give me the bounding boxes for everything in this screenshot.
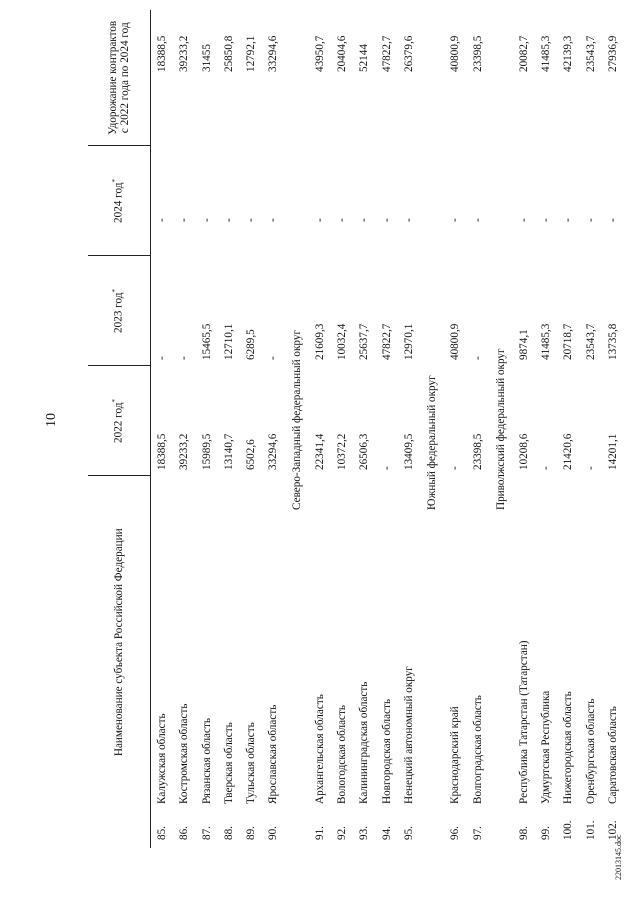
value-2022: 33294,6 [267, 433, 280, 470]
table-row [398, 10, 420, 848]
footer-document-code: 22013145.doc [614, 834, 623, 880]
value-2024: - [471, 218, 484, 222]
row-number: 89. [245, 826, 258, 840]
value-cost-increase: 18388,5 [155, 35, 168, 72]
table-row [196, 10, 218, 848]
page-number: 10 [44, 413, 59, 427]
row-number: 94. [380, 826, 393, 840]
rotated-table-container [88, 10, 620, 848]
header-footnote-mark: * [111, 399, 120, 403]
value-2024: - [540, 218, 553, 222]
subject-name: Новгородская область [380, 698, 393, 804]
value-2024: - [155, 218, 168, 222]
value-2022: - [380, 466, 393, 470]
header-year-2023-label: 2023 год [113, 292, 126, 333]
subject-name: Удмуртская Республика [540, 690, 553, 804]
header-footnote-mark: * [111, 289, 120, 293]
value-2023: 25637,7 [358, 323, 371, 360]
subject-name: Ярославская область [267, 704, 280, 804]
subject-name: Нижегородская область [562, 691, 575, 804]
contracts-cost-table [88, 10, 624, 848]
value-2022: - [449, 466, 462, 470]
header-year-2024-label: 2024 год [113, 182, 126, 223]
value-cost-increase: 47822,7 [380, 35, 393, 72]
header-cost-increase [88, 10, 151, 146]
table-row [331, 10, 353, 848]
subject-name: Архангельская область [313, 694, 326, 804]
header-year-2023 [88, 256, 151, 366]
value-2022: 21420,6 [562, 433, 575, 470]
value-2024: - [517, 218, 530, 222]
value-2023: 12710,1 [222, 323, 235, 360]
row-number: 99. [540, 826, 553, 840]
value-2024: - [449, 218, 462, 222]
row-number: 91. [313, 826, 326, 840]
subject-name: Республика Татарстан (Татарстан) [517, 640, 530, 804]
value-cost-increase: 20082,7 [517, 35, 530, 72]
row-number: 86. [178, 826, 191, 840]
table-row [557, 10, 579, 848]
value-cost-increase: 20404,6 [336, 35, 349, 72]
row-number: 87. [200, 826, 213, 840]
value-2024: - [267, 218, 280, 222]
subject-name: Вологодская область [336, 704, 349, 804]
value-2022: 15989,5 [200, 433, 213, 470]
subject-name: Волгоградская область [471, 695, 484, 804]
value-cost-increase: 40800,9 [449, 35, 462, 72]
row-number: 92. [336, 826, 349, 840]
value-cost-increase: 27936,9 [607, 35, 620, 72]
row-number: 95. [402, 826, 415, 840]
federal-district-row [489, 10, 513, 848]
value-2022: 10208,6 [517, 433, 530, 470]
value-2023: 47822,7 [380, 323, 393, 360]
value-2023: 23543,7 [584, 323, 597, 360]
subject-name: Рязанская область [200, 718, 213, 804]
table-row [602, 10, 624, 848]
subject-name: Калининградская область [358, 681, 371, 804]
subject-name: Саратовская область [607, 706, 620, 804]
subject-name: Ненецкий автономный округ [402, 666, 415, 804]
value-2022: 26506,3 [358, 433, 371, 470]
value-2024: - [178, 218, 191, 222]
value-2024: - [402, 218, 415, 222]
table-row [513, 10, 535, 848]
value-2023: - [155, 356, 168, 360]
federal-district-name: Северо-Западный федеральный округ [290, 329, 303, 510]
value-2023: 12970,1 [402, 323, 415, 360]
value-2022: 18388,5 [155, 433, 168, 470]
value-cost-increase: 23398,5 [471, 35, 484, 72]
value-2024: - [358, 218, 371, 222]
row-number: 100. [562, 820, 575, 840]
value-2022: - [584, 466, 597, 470]
value-2024: - [584, 218, 597, 222]
value-2022: 6502,6 [245, 439, 258, 470]
row-number: 97. [471, 826, 484, 840]
value-2023: 9874,1 [517, 329, 530, 360]
header-cost-increase-line2: с 2022 года по 2024 год [119, 22, 131, 134]
value-2024: - [245, 218, 258, 222]
value-2024: - [336, 218, 349, 222]
federal-district-row [420, 10, 444, 848]
table-row [467, 10, 489, 848]
header-number-cell [88, 808, 151, 848]
value-2022: 13140,7 [222, 433, 235, 470]
value-2023: 10032,4 [336, 323, 349, 360]
value-2022: 10372,2 [336, 433, 349, 470]
value-2024: - [222, 218, 235, 222]
value-2022: 22341,4 [313, 433, 326, 470]
subject-name: Краснодарский край [449, 706, 462, 804]
row-number: 96. [449, 826, 462, 840]
subject-name: Калужская область [155, 713, 168, 804]
table-row [240, 10, 262, 848]
row-number: 88. [222, 826, 235, 840]
row-number: 101. [584, 820, 597, 840]
value-2024: - [380, 218, 393, 222]
value-2022: 14201,1 [607, 433, 620, 470]
subject-name: Оренбургская область [584, 698, 597, 804]
value-2024: - [607, 218, 620, 222]
row-number: 90. [267, 826, 280, 840]
table-row [262, 10, 284, 848]
value-cost-increase: 33294,6 [267, 35, 280, 72]
value-cost-increase: 41485,3 [540, 35, 553, 72]
table-row [444, 10, 466, 848]
row-number: 85. [155, 826, 168, 840]
value-cost-increase: 23543,7 [584, 35, 597, 72]
value-2023: - [267, 356, 280, 360]
value-2023: 41485,3 [540, 323, 553, 360]
table-row [580, 10, 602, 848]
value-2023: - [471, 356, 484, 360]
value-2023: 13735,8 [607, 323, 620, 360]
table-body [151, 10, 625, 848]
header-year-2022-label: 2022 год [113, 402, 126, 443]
value-2023: 20718,7 [562, 323, 575, 360]
header-subject-name: Наименование субъекта Российской Федерации [88, 476, 151, 808]
table-row [376, 10, 398, 848]
table-row [151, 10, 174, 848]
value-cost-increase: 43950,7 [313, 35, 326, 72]
value-cost-increase: 12792,1 [245, 35, 258, 72]
value-2024: - [200, 218, 213, 222]
row-number: 102. [607, 820, 620, 840]
header-footnote-mark: * [111, 179, 120, 183]
value-2023: 21609,3 [313, 323, 326, 360]
subject-name: Тульская область [245, 722, 258, 804]
value-cost-increase: 42139,3 [562, 35, 575, 72]
header-cost-increase-line1: Удорожание контрактов [106, 20, 119, 135]
table-row [309, 10, 331, 848]
federal-district-row [285, 10, 309, 848]
header-year-2022 [88, 366, 151, 476]
value-2023: 6289,5 [245, 329, 258, 360]
table-row [218, 10, 240, 848]
value-2022: 39233,2 [178, 433, 191, 470]
value-cost-increase: 39233,2 [178, 35, 191, 72]
table-row [173, 10, 195, 848]
subject-name: Тверская область [222, 722, 235, 804]
value-2022: - [540, 466, 553, 470]
value-cost-increase: 52144 [358, 44, 371, 72]
header-year-2024 [88, 146, 151, 256]
federal-district-name: Приволжский федеральный округ [494, 348, 507, 510]
value-2023: 40800,9 [449, 323, 462, 360]
value-2023: 15465,5 [200, 323, 213, 360]
federal-district-name: Южный федеральный округ [426, 375, 439, 510]
table-row [353, 10, 375, 848]
subject-name: Костромская область [178, 703, 191, 804]
value-2022: 23398,5 [471, 433, 484, 470]
value-2024: - [562, 218, 575, 222]
table-row [535, 10, 557, 848]
row-number: 98. [517, 826, 530, 840]
value-cost-increase: 31455 [200, 44, 213, 72]
value-2022: 13409,5 [402, 433, 415, 470]
table-header-row [88, 10, 151, 848]
row-number: 93. [358, 826, 371, 840]
value-2023: - [178, 356, 191, 360]
value-cost-increase: 25850,8 [222, 35, 235, 72]
value-2024: - [313, 218, 326, 222]
value-cost-increase: 26379,6 [402, 35, 415, 72]
